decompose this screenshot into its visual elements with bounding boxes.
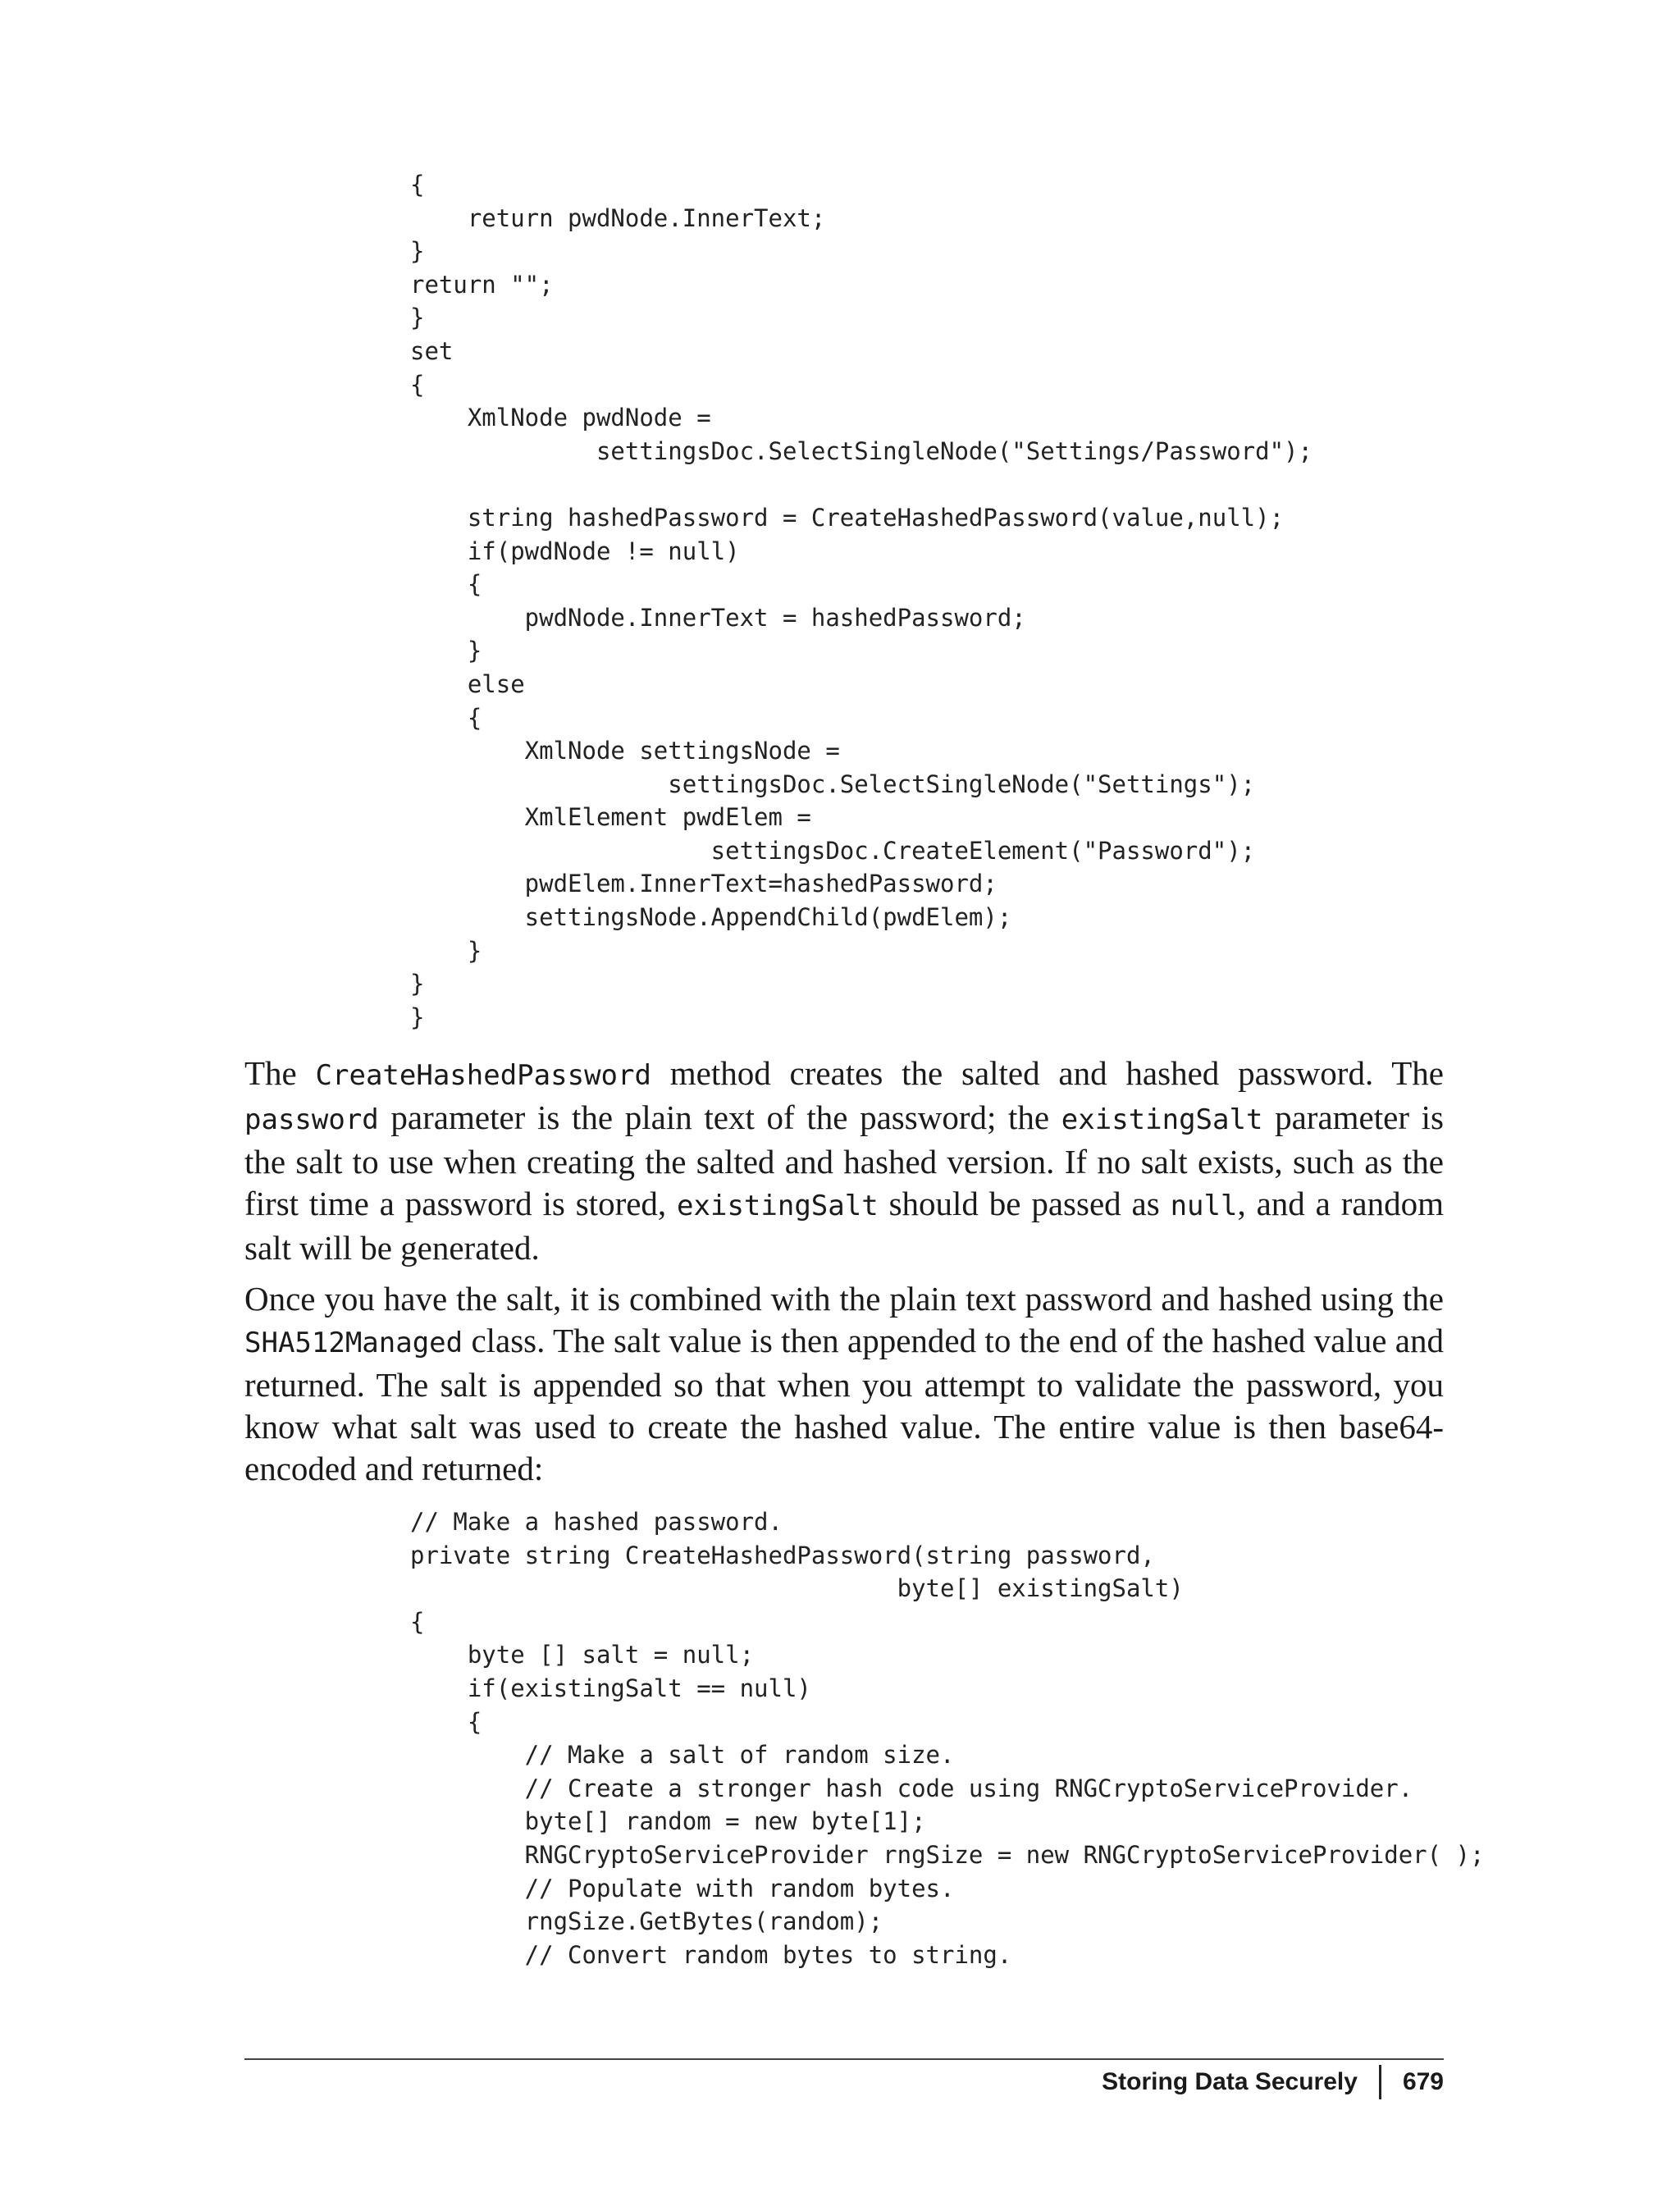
- footer-section-title: Storing Data Securely: [1102, 2068, 1358, 2095]
- para2-text-1: Once you have the salt, it is combined with the plain text password and hashed using the: [244, 1280, 1444, 1318]
- para1-text-3: parameter is the plain text of the password; the: [378, 1098, 1061, 1136]
- body-paragraph-create-hashed-password: [244, 1053, 1444, 1269]
- inline-code-existing-salt: existingSalt: [1061, 1103, 1263, 1136]
- inline-code-sha512managed: SHA512Managed: [244, 1327, 463, 1359]
- page-footer: [1102, 2059, 1444, 2105]
- para1-text-1: The: [244, 1054, 316, 1092]
- inline-code-password: password: [244, 1103, 379, 1136]
- para2-text-2: class. The salt value is then appended to the end of the hashed value and returned. The salt is appended so that when you attempt to validate the password, you know what salt was used to create the hashed value. The entire value is then base64-encoded and returned:: [244, 1322, 1444, 1487]
- para1-text-6: , and a random salt will be generated.: [244, 1185, 1444, 1267]
- code-listing-password-setter: { return pwdNode.InnerText; } return ""; } set { XmlNode pwdNode = settingsDoc.SelectSingleNode("Settings/Password"); string hashedPassword = CreateHashedPassword(value,null); if(pwdNode != null) { pwdNode.InnerText = hashedPassword; } else { XmlNode settingsNode = settingsDoc.SelectSingleNode("Settings"); XmlElement pwdElem = settingsDoc.CreateElement("Password"); pwdElem.InnerText=hashedPassword; settingsNode.AppendChild(pwdElem); } } }: [410, 171, 1312, 1031]
- body-paragraph-salt-combination: [244, 1278, 1444, 1490]
- para1-text-2: method creates the salted and hashed password. The: [651, 1054, 1444, 1092]
- inline-code-create-hashed-password: CreateHashedPassword: [315, 1059, 651, 1092]
- code-listing-create-hashed-password: // Make a hashed password. private string CreateHashedPassword(string password, byte[] existingSalt) { byte [] salt = null; if(existingSalt == null) { // Make a salt of random size. // Create a stronger hash code using RNGCryptoServiceProvider. byte[] random = new byte[1]; RNGCryptoServiceProvider rngSize = new RNGCryptoServiceProvider( ); // Populate with random bytes. rngSize.GetBytes(random); // Convert random bytes to string.: [410, 1508, 1485, 1969]
- inline-code-existing-salt-2: existingSalt: [677, 1190, 879, 1222]
- footer-separator: [1379, 2065, 1381, 2099]
- page-number: 679: [1402, 2068, 1444, 2095]
- para1-text-4: parameter is the salt to use when creating the salted and hashed version. If no salt exists, such as the first time a password is stored,: [244, 1098, 1444, 1222]
- para1-text-5: should be passed as: [878, 1185, 1171, 1222]
- inline-code-null: null: [1170, 1190, 1238, 1222]
